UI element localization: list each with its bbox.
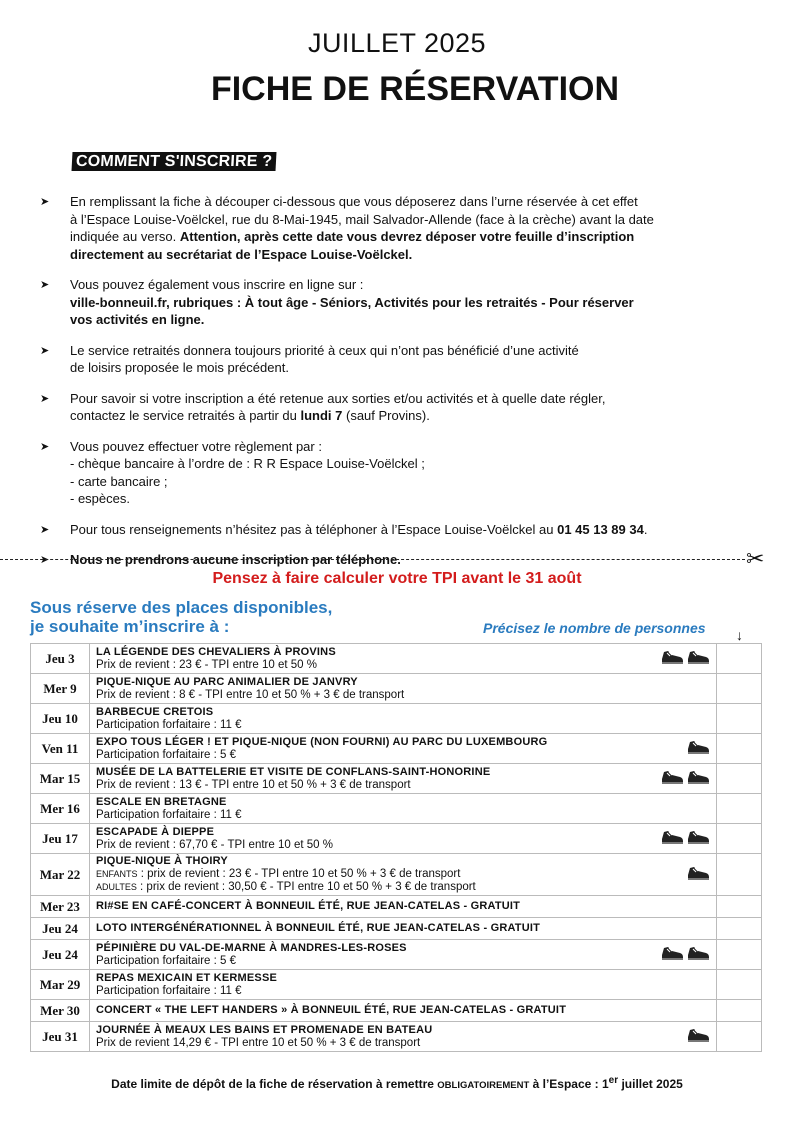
difficulty-rating [684, 865, 710, 885]
people-count-box[interactable] [717, 704, 762, 734]
instruction-item: ➤ En remplissant la fiche à découper ci-dessous que vous déposerez dans l’urne réservée à cet effet à l’Espace Louise-Voëlckel, rue du 8-Mai-1945, mail Salvador-Allende (face à la crèche) avant la date indiquée au verso. Attention, après cette date vous devrez déposer votre feuille d’inscription directement au secrétariat de l’Espace Louise-Voëlckel. [40, 194, 654, 262]
activity-description: ESCALE EN BRETAGNE Participation forfaitaire : 11 € [90, 794, 717, 824]
activity-day: Jeu 3 [31, 644, 90, 674]
walking-shoe-icon [686, 945, 710, 961]
activity-day: Mar 15 [31, 764, 90, 794]
activity-day: Jeu 31 [31, 1022, 90, 1052]
walking-shoe-icon [660, 649, 684, 665]
people-count-hint: Précisez le nombre de personnes [483, 620, 706, 636]
difficulty-rating [684, 1027, 710, 1047]
people-count-box[interactable] [717, 918, 762, 940]
activity-description: REPAS MEXICAIN ET KERMESSE Participation forfaitaire : 11 € [90, 970, 717, 1000]
instruction-item: ➤ Pour savoir si votre inscription a été retenue aux sorties et/ou activités et à quelle date régler, contactez le service retraités à partir du lundi 7 (sauf Provins). [40, 390, 606, 423]
table-row [31, 794, 762, 824]
instruction-item: ➤ Vous pouvez effectuer votre règlement par : - chèque bancaire à l’ordre de : R R Espace Louise-Voëlckel ; - carte bancaire ; - espèces. [40, 438, 425, 506]
activity-day: Jeu 24 [31, 940, 90, 970]
people-count-box[interactable] [717, 734, 762, 764]
people-count-box[interactable] [717, 764, 762, 794]
walking-shoe-icon [686, 865, 710, 881]
activity-day: Jeu 17 [31, 824, 90, 854]
difficulty-rating [658, 769, 710, 789]
table-row [31, 734, 762, 764]
people-count-box[interactable] [717, 794, 762, 824]
activity-description: EXPO TOUS LÉGER ! ET PIQUE-NIQUE (NON FOURNI) AU PARC DU LUXEMBOURG Participation forfaitaire : 5 € [90, 734, 717, 764]
walking-shoe-icon [686, 769, 710, 785]
activity-day: Mar 22 [31, 854, 90, 896]
deadline-footer: Date limite de dépôt de la fiche de réservation à remettre OBLIGATOIREMENT à l’Espace : 1er juillet 2025 [111, 1075, 683, 1091]
reserve-heading: Sous réserve des places disponibles, je souhaite m’inscrire à : [30, 598, 333, 636]
walking-shoe-icon [686, 649, 710, 665]
table-row [31, 1022, 762, 1052]
activity-day: Mer 16 [31, 794, 90, 824]
instructions-list [40, 193, 750, 582]
arrow-bullet-icon: ➤ [40, 196, 50, 208]
instruction-item: ➤ Vous pouvez également vous inscrire en ligne sur : ville-bonneuil.fr, rubriques : À tout âge - Séniors, Activités pour les retraités - Pour réserver vos activités en ligne. [40, 276, 750, 329]
people-count-box[interactable] [717, 854, 762, 896]
activity-day: Ven 11 [31, 734, 90, 764]
activity-description: PIQUE-NIQUE AU PARC ANIMALIER DE JANVRY Prix de revient : 8 € - TPI entre 10 et 50 % + 3 € de transport [90, 674, 717, 704]
walking-shoe-icon [660, 829, 684, 845]
arrow-bullet-icon: ➤ [40, 523, 50, 536]
activity-description: ESCAPADE À DIEPPE Prix de revient : 67,70 € - TPI entre 10 et 50 % [90, 824, 717, 854]
difficulty-rating [658, 945, 710, 965]
activity-description: RI#SE EN CAFÉ-CONCERT À BONNEUIL ÉTÉ, RUE JEAN-CATELAS - GRATUIT [90, 896, 717, 918]
down-arrow-icon: ↓ [736, 627, 743, 643]
people-count-box[interactable] [717, 940, 762, 970]
cut-line [0, 559, 745, 560]
walking-shoe-icon [686, 739, 710, 755]
people-count-box[interactable] [717, 970, 762, 1000]
activity-description: MUSÉE DE LA BATTELERIE ET VISITE DE CONFLANS-SAINT-HONORINE Prix de revient : 13 € - TPI entre 10 et 50 % + 3 € de transport [90, 764, 717, 794]
activity-day: Mer 30 [31, 1000, 90, 1022]
walking-shoe-icon [660, 769, 684, 785]
people-count-box[interactable] [717, 644, 762, 674]
phone-number: 01 45 13 89 34 [557, 521, 644, 537]
table-row [31, 896, 762, 918]
table-row [31, 1000, 762, 1022]
reservation-table [30, 643, 762, 1052]
table-row [31, 644, 762, 674]
activity-day: Jeu 24 [31, 918, 90, 940]
table-row [31, 824, 762, 854]
arrow-bullet-icon: ➤ [40, 344, 50, 357]
arrow-bullet-icon: ➤ [40, 392, 50, 405]
table-row [31, 674, 762, 704]
table-row [31, 854, 762, 896]
people-count-box[interactable] [717, 896, 762, 918]
people-count-box[interactable] [717, 1022, 762, 1052]
activity-description: BARBECUE CRETOIS Participation forfaitaire : 11 € [90, 704, 717, 734]
page-title: FICHE DE RÉSERVATION [210, 70, 620, 108]
walking-shoe-icon [686, 829, 710, 845]
difficulty-rating [658, 829, 710, 849]
month-title: JUILLET 2025 [307, 28, 487, 58]
people-count-box[interactable] [717, 674, 762, 704]
howto-heading: COMMENT S'INSCRIRE ? [72, 152, 277, 171]
activity-day: Mer 9 [31, 674, 90, 704]
tpi-notice: Pensez à faire calculer votre TPI avant le 31 août [212, 570, 582, 587]
activity-day: Mer 23 [31, 896, 90, 918]
arrow-bullet-icon: ➤ [40, 440, 50, 453]
difficulty-rating [658, 649, 710, 669]
instruction-item: ➤ Nous ne prendrons aucune inscription par téléphone. [40, 551, 750, 569]
activity-description: LOTO INTERGÉNÉRATIONNEL À BONNEUIL ÉTÉ, RUE JEAN-CATELAS - GRATUIT [90, 918, 717, 940]
table-row [31, 704, 762, 734]
table-row [31, 940, 762, 970]
difficulty-rating [684, 739, 710, 759]
table-row [31, 918, 762, 940]
activity-description: CONCERT « THE LEFT HANDERS » À BONNEUIL ÉTÉ, RUE JEAN-CATELAS - GRATUIT [90, 1000, 717, 1022]
activity-description: PÉPINIÈRE DU VAL-DE-MARNE À MANDRES-LES-ROSES Participation forfaitaire : 5 € [90, 940, 717, 970]
activity-day: Jeu 10 [31, 704, 90, 734]
table-row [31, 764, 762, 794]
table-row [31, 970, 762, 1000]
instruction-item: ➤ Pour tous renseignements n’hésitez pas à téléphoner à l’Espace Louise-Voëlckel au 01 45 13 89 34. [40, 521, 750, 539]
arrow-bullet-icon: ➤ [40, 554, 50, 566]
walking-shoe-icon [660, 945, 684, 961]
walking-shoe-icon [686, 1027, 710, 1043]
scissors-icon: ✂ [746, 546, 765, 571]
activity-day: Mar 29 [31, 970, 90, 1000]
online-link[interactable]: ville-bonneuil.fr, rubriques : À tout âge - Séniors, Activités pour les retraités - Pour réserver [70, 294, 634, 310]
people-count-box[interactable] [717, 824, 762, 854]
activity-description: LA LÉGENDE DES CHEVALIERS À PROVINS Prix de revient : 23 € - TPI entre 10 et 50 % [90, 644, 717, 674]
activity-description: PIQUE-NIQUE À THOIRY ENFANTS : prix de revient : 23 € - TPI entre 10 et 50 % + 3 € de transport ADULTES : prix de revient : 30,50 € - TPI entre 10 et 50 % + 3 € de transport [90, 854, 717, 896]
activity-description: JOURNÉE À MEAUX LES BAINS ET PROMENADE EN BATEAU Prix de revient 14,29 € - TPI entre 10 et 50 % + 3 € de transport [90, 1022, 717, 1052]
instruction-item: ➤ Le service retraités donnera toujours priorité à ceux qui n’ont pas bénéficié d’une activité de loisirs proposée le mois précédent. [40, 342, 579, 375]
arrow-bullet-icon: ➤ [40, 279, 50, 291]
people-count-box[interactable] [717, 1000, 762, 1022]
